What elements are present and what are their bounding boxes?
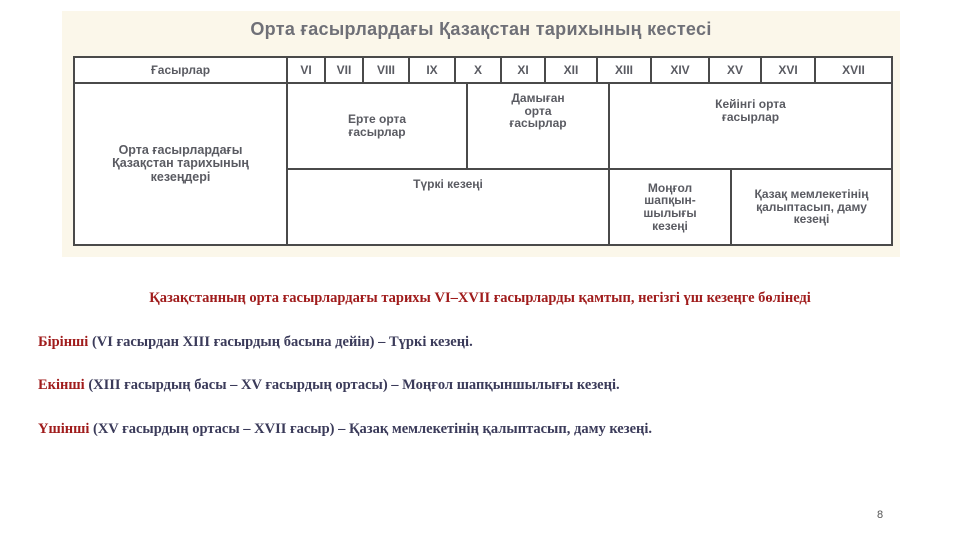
paragraph-text: (VI ғасырдан XIII ғасырдың басына дейін) – Түркі кезеңі. xyxy=(88,334,473,350)
history-table-figure xyxy=(62,11,900,257)
grid-line xyxy=(814,58,816,82)
period-paragraph-third xyxy=(38,421,652,438)
period-turkic: Түркі кезеңі xyxy=(413,177,483,191)
century-cell: VIII xyxy=(376,62,395,77)
century-cell: XVII xyxy=(842,62,865,77)
period-kazakh: Қазақ мемлекетінің қалыптасып, даму кезеңі xyxy=(754,187,869,227)
period-mongol: Моңғол шапқын-шылығы кезеңі xyxy=(643,180,697,233)
grid-line xyxy=(286,168,891,170)
grid-line xyxy=(730,168,732,244)
era-early: Ерте орта ғасырлар xyxy=(347,112,407,139)
header-label: Ғасырлар xyxy=(150,62,211,77)
grid-line xyxy=(544,58,546,82)
history-table xyxy=(73,56,893,246)
era-late: Кейінгі орта ғасырлар xyxy=(715,97,786,124)
century-cell: XVI xyxy=(778,62,798,77)
paragraph-text: (XV ғасырдың ортасы – XVII ғасыр) – Қазақ мемлекетінің қалыптасып, даму кезеңі. xyxy=(89,421,653,437)
grid-line xyxy=(75,82,891,84)
paragraph-lead: Екінші xyxy=(38,377,85,393)
paragraph-text: (XIII ғасырдың басы – XV ғасырдың ортасы) – Моңғол шапқыншылығы кезеңі. xyxy=(84,377,620,393)
grid-line xyxy=(324,58,326,82)
grid-line xyxy=(286,58,288,244)
century-cell: XI xyxy=(517,62,529,77)
grid-line xyxy=(408,58,410,82)
grid-line xyxy=(466,82,468,168)
period-paragraph-second xyxy=(38,377,620,394)
grid-line xyxy=(650,58,652,82)
table-title: Орта ғасырлардағы Қазақстан тарихының кестесі xyxy=(250,19,712,39)
page-number: 8 xyxy=(877,509,884,521)
era-developed: Дамыған орта ғасырлар xyxy=(509,91,567,131)
summary-heading: Қазақстанның орта ғасырлардағы тарихы VI–XVII ғасырларды қамтып, негізгі үш кезеңге бөлінеді xyxy=(149,290,811,306)
century-cell: X xyxy=(473,62,482,77)
century-cell: VII xyxy=(336,62,352,77)
grid-line xyxy=(760,58,762,82)
century-cell: VI xyxy=(300,62,312,77)
grid-line xyxy=(362,58,364,82)
grid-line xyxy=(708,58,710,82)
century-cell: XII xyxy=(563,62,579,77)
century-cell: XIII xyxy=(614,62,633,77)
paragraph-lead: Үшінші xyxy=(38,421,90,437)
century-cell: XIV xyxy=(670,62,690,77)
period-paragraph-first xyxy=(38,334,473,351)
grid-line xyxy=(608,82,610,244)
century-cell: XV xyxy=(726,62,743,77)
grid-line xyxy=(500,58,502,82)
grid-line xyxy=(454,58,456,82)
periods-row-label: Орта ғасырлардағы Қазақстан тарихының кезеңдері xyxy=(112,143,249,184)
century-cell: IX xyxy=(426,62,438,77)
paragraph-lead: Бірінші xyxy=(38,334,89,350)
grid-line xyxy=(596,58,598,82)
